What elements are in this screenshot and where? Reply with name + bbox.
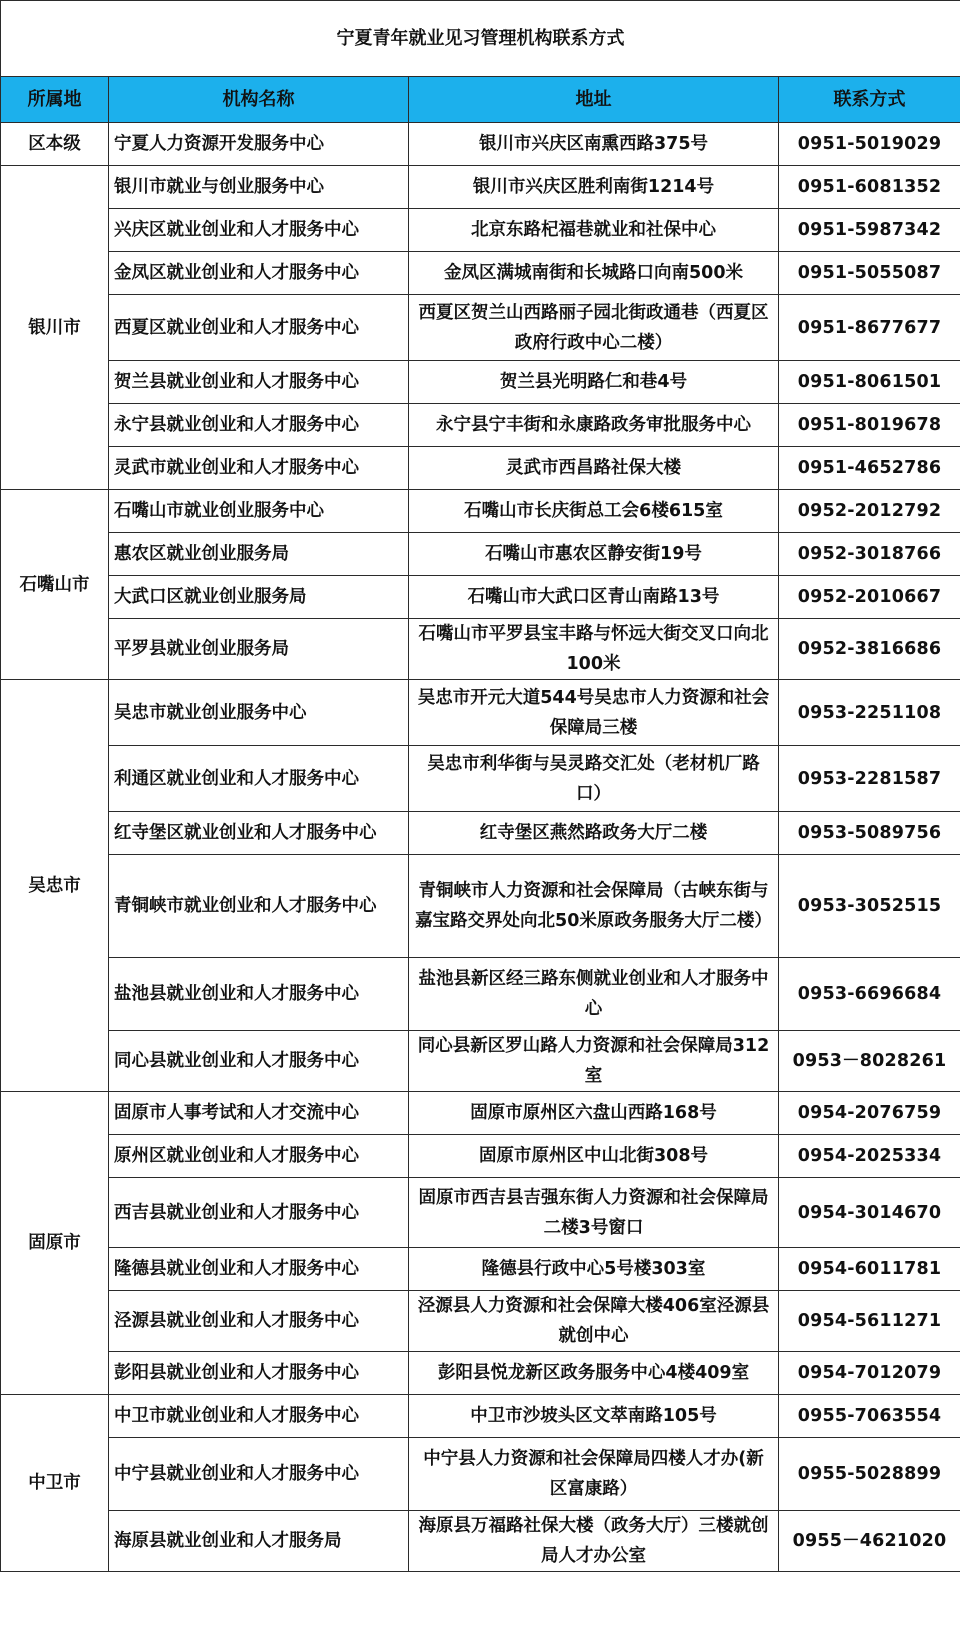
table-row xyxy=(1,1352,960,1395)
table-row xyxy=(1,166,960,209)
address-cell: 海原县万福路社保大楼（政务大厅）三楼就创局人才办公室 xyxy=(409,1511,779,1572)
table-row xyxy=(1,619,960,680)
org-name-cell: 西吉县就业创业和人才服务中心 xyxy=(109,1178,409,1248)
table-row xyxy=(1,209,960,252)
table-row xyxy=(1,295,960,361)
table-row xyxy=(1,855,960,958)
table-row xyxy=(1,812,960,855)
phone-cell: 0951-5055087 xyxy=(779,252,960,295)
address-cell: 固原市原州区中山北街308号 xyxy=(409,1135,779,1178)
table-row xyxy=(1,958,960,1031)
table-row xyxy=(1,1511,960,1572)
phone-cell: 0953-2281587 xyxy=(779,746,960,812)
table-row xyxy=(1,1395,960,1438)
header-name: 机构名称 xyxy=(109,77,409,123)
region-cell: 固原市 xyxy=(1,1092,109,1395)
phone-cell: 0954-2076759 xyxy=(779,1092,960,1135)
org-name-cell: 贺兰县就业创业和人才服务中心 xyxy=(109,361,409,404)
org-name-cell: 西夏区就业创业和人才服务中心 xyxy=(109,295,409,361)
region-cell: 石嘴山市 xyxy=(1,490,109,680)
region-cell: 中卫市 xyxy=(1,1395,109,1572)
address-cell: 灵武市西昌路社保大楼 xyxy=(409,447,779,490)
phone-cell: 0953-6696684 xyxy=(779,958,960,1031)
address-cell: 青铜峡市人力资源和社会保障局（古峡东街与嘉宝路交界处向北50米原政务服务大厅二楼） xyxy=(409,855,779,958)
region-cell: 吴忠市 xyxy=(1,680,109,1092)
phone-cell: 0955－4621020 xyxy=(779,1511,960,1572)
table-row xyxy=(1,1135,960,1178)
address-cell: 贺兰县光明路仁和巷4号 xyxy=(409,361,779,404)
org-name-cell: 隆德县就业创业和人才服务中心 xyxy=(109,1248,409,1291)
address-cell: 固原市原州区六盘山西路168号 xyxy=(409,1092,779,1135)
phone-cell: 0953-5089756 xyxy=(779,812,960,855)
org-name-cell: 石嘴山市就业创业服务中心 xyxy=(109,490,409,533)
org-name-cell: 吴忠市就业创业服务中心 xyxy=(109,680,409,746)
header-address: 地址 xyxy=(409,77,779,123)
address-cell: 石嘴山市长庆街总工会6楼615室 xyxy=(409,490,779,533)
address-cell: 红寺堡区燕然路政务大厅二楼 xyxy=(409,812,779,855)
org-name-cell: 中宁县就业创业和人才服务中心 xyxy=(109,1438,409,1511)
phone-cell: 0952-2010667 xyxy=(779,576,960,619)
phone-cell: 0954-3014670 xyxy=(779,1178,960,1248)
address-cell: 金凤区满城南街和长城路口向南500米 xyxy=(409,252,779,295)
address-cell: 同心县新区罗山路人力资源和社会保障局312室 xyxy=(409,1031,779,1092)
table-row xyxy=(1,1291,960,1352)
address-cell: 中卫市沙坡头区文萃南路105号 xyxy=(409,1395,779,1438)
phone-cell: 0953－8028261 xyxy=(779,1031,960,1092)
table-row xyxy=(1,1248,960,1291)
org-name-cell: 彭阳县就业创业和人才服务中心 xyxy=(109,1352,409,1395)
table-row xyxy=(1,404,960,447)
header-region: 所属地 xyxy=(1,77,109,123)
phone-cell: 0953-3052515 xyxy=(779,855,960,958)
org-name-cell: 原州区就业创业和人才服务中心 xyxy=(109,1135,409,1178)
phone-cell: 0954-6011781 xyxy=(779,1248,960,1291)
org-name-cell: 兴庆区就业创业和人才服务中心 xyxy=(109,209,409,252)
phone-cell: 0952-3816686 xyxy=(779,619,960,680)
table-row xyxy=(1,361,960,404)
phone-cell: 0955-5028899 xyxy=(779,1438,960,1511)
org-name-cell: 惠农区就业创业服务局 xyxy=(109,533,409,576)
address-cell: 中宁县人力资源和社会保障局四楼人才办(新区富康路） xyxy=(409,1438,779,1511)
org-name-cell: 大武口区就业创业服务局 xyxy=(109,576,409,619)
table-body xyxy=(1,123,960,1572)
phone-cell: 0952-2012792 xyxy=(779,490,960,533)
table-row xyxy=(1,1031,960,1092)
phone-cell: 0951-8019678 xyxy=(779,404,960,447)
org-name-cell: 利通区就业创业和人才服务中心 xyxy=(109,746,409,812)
region-cell: 银川市 xyxy=(1,166,109,490)
phone-cell: 0951-8677677 xyxy=(779,295,960,361)
address-cell: 盐池县新区经三路东侧就业创业和人才服务中心 xyxy=(409,958,779,1031)
address-cell: 彭阳县悦龙新区政务服务中心4楼409室 xyxy=(409,1352,779,1395)
table-row xyxy=(1,490,960,533)
address-cell: 银川市兴庆区胜利南街1214号 xyxy=(409,166,779,209)
address-cell: 固原市西吉县吉强东街人力资源和社会保障局二楼3号窗口 xyxy=(409,1178,779,1248)
address-cell: 石嘴山市大武口区青山南路13号 xyxy=(409,576,779,619)
phone-cell: 0954-2025334 xyxy=(779,1135,960,1178)
phone-cell: 0951-5987342 xyxy=(779,209,960,252)
org-name-cell: 宁夏人力资源开发服务中心 xyxy=(109,123,409,166)
phone-cell: 0951-8061501 xyxy=(779,361,960,404)
region-cell: 区本级 xyxy=(1,123,109,166)
phone-cell: 0953-2251108 xyxy=(779,680,960,746)
address-cell: 吴忠市利华街与吴灵路交汇处（老材机厂路口） xyxy=(409,746,779,812)
phone-cell: 0955-7063554 xyxy=(779,1395,960,1438)
org-name-cell: 固原市人事考试和人才交流中心 xyxy=(109,1092,409,1135)
org-name-cell: 青铜峡市就业创业和人才服务中心 xyxy=(109,855,409,958)
org-name-cell: 红寺堡区就业创业和人才服务中心 xyxy=(109,812,409,855)
org-name-cell: 平罗县就业创业服务局 xyxy=(109,619,409,680)
table-row xyxy=(1,533,960,576)
header-phone: 联系方式 xyxy=(779,77,960,123)
address-cell: 隆德县行政中心5号楼303室 xyxy=(409,1248,779,1291)
address-cell: 石嘴山市平罗县宝丰路与怀远大街交叉口向北100米 xyxy=(409,619,779,680)
address-cell: 吴忠市开元大道544号吴忠市人力资源和社会保障局三楼 xyxy=(409,680,779,746)
table-row xyxy=(1,447,960,490)
phone-cell: 0951-4652786 xyxy=(779,447,960,490)
table-row xyxy=(1,1092,960,1135)
org-name-cell: 永宁县就业创业和人才服务中心 xyxy=(109,404,409,447)
phone-cell: 0952-3018766 xyxy=(779,533,960,576)
org-name-cell: 泾源县就业创业和人才服务中心 xyxy=(109,1291,409,1352)
table-row xyxy=(1,252,960,295)
phone-cell: 0954-5611271 xyxy=(779,1291,960,1352)
org-name-cell: 灵武市就业创业和人才服务中心 xyxy=(109,447,409,490)
phone-cell: 0951-6081352 xyxy=(779,166,960,209)
phone-cell: 0954-7012079 xyxy=(779,1352,960,1395)
org-name-cell: 银川市就业与创业服务中心 xyxy=(109,166,409,209)
table-title: 宁夏青年就业见习管理机构联系方式 xyxy=(1,1,960,77)
org-name-cell: 同心县就业创业和人才服务中心 xyxy=(109,1031,409,1092)
table-row xyxy=(1,1178,960,1248)
table-row xyxy=(1,1438,960,1511)
address-cell: 西夏区贺兰山西路丽子园北街政通巷（西夏区政府行政中心二楼） xyxy=(409,295,779,361)
address-cell: 永宁县宁丰街和永康路政务审批服务中心 xyxy=(409,404,779,447)
table-row xyxy=(1,680,960,746)
org-name-cell: 盐池县就业创业和人才服务中心 xyxy=(109,958,409,1031)
phone-cell: 0951-5019029 xyxy=(779,123,960,166)
org-name-cell: 中卫市就业创业和人才服务中心 xyxy=(109,1395,409,1438)
table-row xyxy=(1,576,960,619)
address-cell: 北京东路杞福巷就业和社保中心 xyxy=(409,209,779,252)
org-name-cell: 金凤区就业创业和人才服务中心 xyxy=(109,252,409,295)
table-row xyxy=(1,123,960,166)
address-cell: 泾源县人力资源和社会保障大楼406室泾源县就创中心 xyxy=(409,1291,779,1352)
address-cell: 银川市兴庆区南熏西路375号 xyxy=(409,123,779,166)
table-row xyxy=(1,746,960,812)
address-cell: 石嘴山市惠农区静安街19号 xyxy=(409,533,779,576)
org-name-cell: 海原县就业创业和人才服务局 xyxy=(109,1511,409,1572)
